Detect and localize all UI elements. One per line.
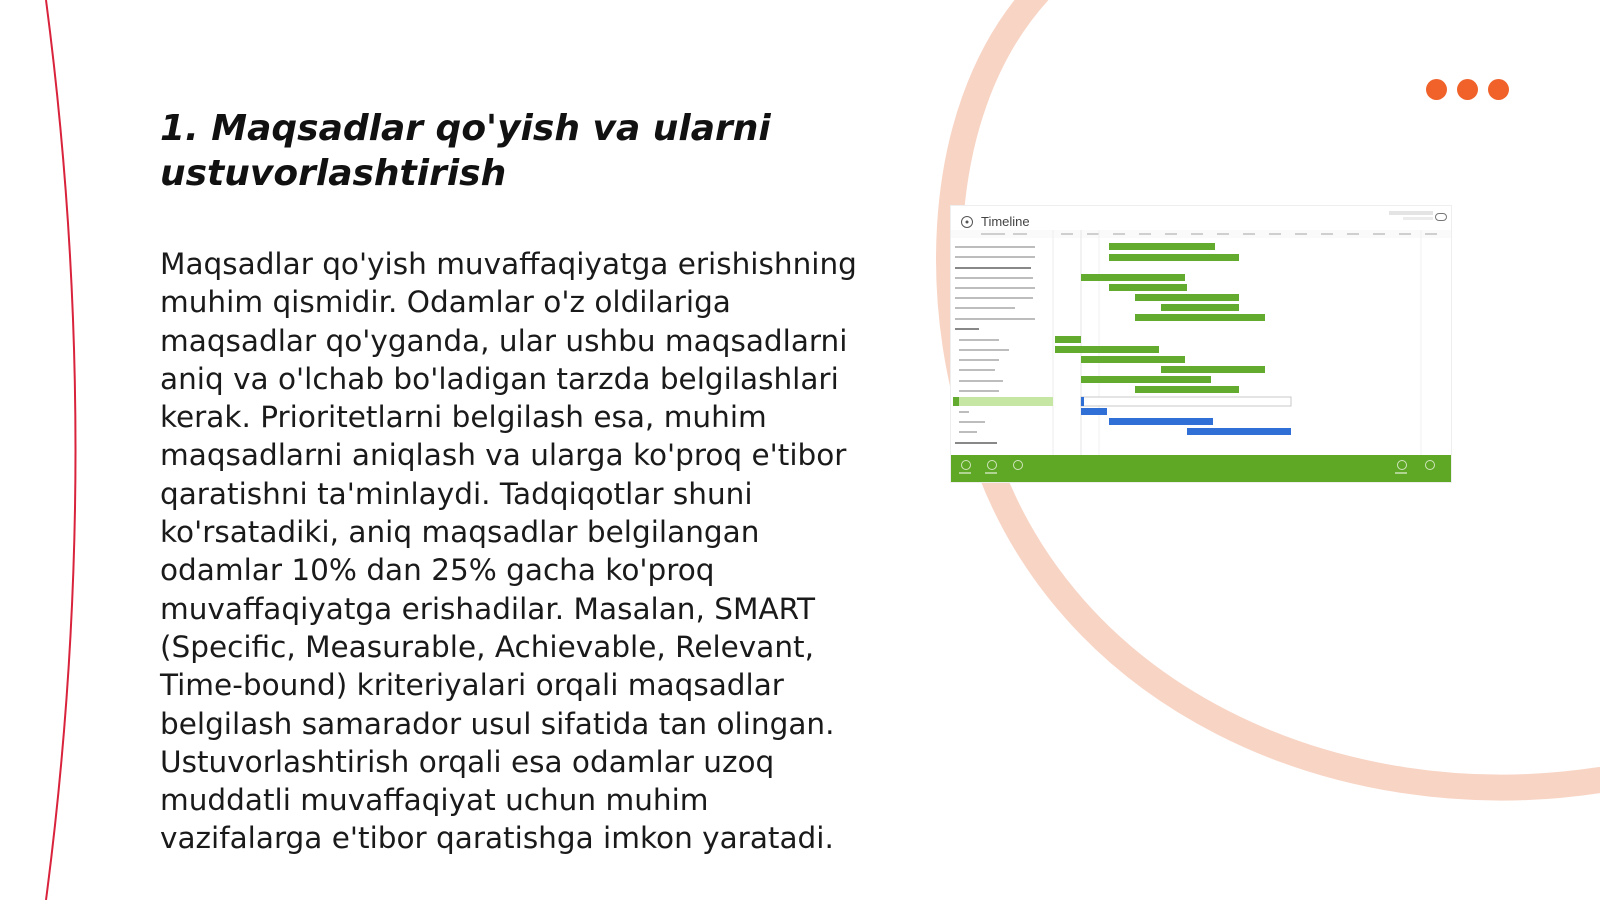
edit-icon: [987, 460, 997, 470]
add-icon: [1425, 460, 1435, 470]
timeline-toolbar: [951, 455, 1451, 482]
cloud-icon: [1435, 213, 1447, 221]
slide-title: 1. Maqsadlar qo'yish va ularni ustuvorlashtirish: [160, 108, 771, 194]
check-icon: [961, 460, 971, 470]
settings-icon: [1397, 460, 1407, 470]
timeline-title: Timeline: [981, 214, 1030, 229]
timeline-gantt: [951, 230, 1451, 455]
left-accent-line: [46, 0, 76, 900]
dot-icon: [1426, 79, 1447, 100]
back-circle-icon: [961, 216, 973, 228]
slide-dots: [1426, 79, 1509, 100]
dot-icon: [1488, 79, 1509, 100]
timeline-header: [961, 214, 1030, 229]
filter-icon: [1013, 460, 1023, 470]
timeline-screenshot: [950, 205, 1452, 483]
slide-body-text: Maqsadlar qo'yish muvaffaqiyatga erishishning muhim qismidir. Odamlar o'z oldilariga maqsadlar qo'yganda, ular ushbu maqsadlarni aniq va o'lchab bo'ladigan tarzda belgilashlari kerak. Prioritetlarni belgilash esa, muhim maqsadlarni aniqlash va ularga ko'proq e'tibor qaratishni ta'minlaydi. Tadqiqotlar shuni ko'rsatadiki, aniq maqsadlar belgilangan odamlar 10% dan 25% gacha ko'proq muvaffaqiyatga erishadilar. Masalan, SMART (Specific, Measurable, Achievable, Relevant, Time-bound) kriteriyalari orqali maqsadlar belgilash samarador usul sifatida tan olingan. Ustuvorlashtirish orqali esa odamlar uzoq muddatli muvaffaqiyat uchun muhim vazifalarga e'tibor qaratishga imkon yaratadi.: [160, 247, 857, 856]
header-info-line: [1389, 211, 1433, 215]
header-info-line: [1403, 217, 1433, 220]
dot-icon: [1457, 79, 1478, 100]
